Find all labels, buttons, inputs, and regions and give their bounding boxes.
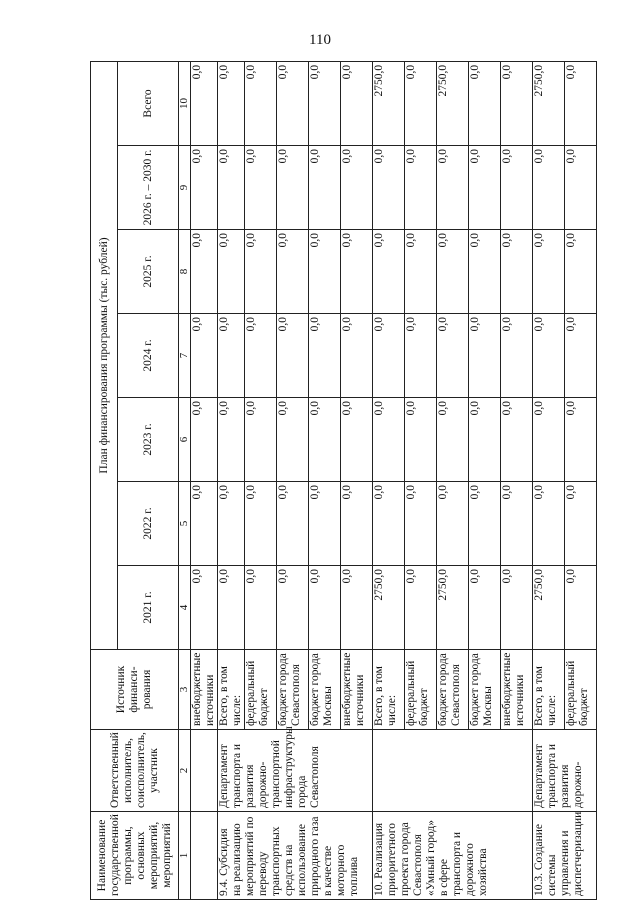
table-row bbox=[533, 61, 565, 899]
source-cell: федеральный бюджет bbox=[565, 650, 597, 730]
program-name-cell bbox=[191, 812, 218, 900]
column-index: 1 bbox=[179, 812, 191, 900]
value-cell: 0,0 bbox=[218, 482, 245, 566]
header-year-2021: 2021 г. bbox=[118, 566, 179, 650]
value-cell: 0,0 bbox=[405, 230, 437, 314]
table-row bbox=[218, 61, 245, 899]
page-number: 110 bbox=[309, 32, 331, 48]
value-cell: 0,0 bbox=[309, 146, 341, 230]
value-cell: 0,0 bbox=[309, 230, 341, 314]
column-index: 4 bbox=[179, 566, 191, 650]
value-cell: 0,0 bbox=[565, 398, 597, 482]
header-year-2024: 2024 г. bbox=[118, 314, 179, 398]
value-cell: 0,0 bbox=[405, 398, 437, 482]
value-cell: 0,0 bbox=[341, 230, 373, 314]
value-cell: 0,0 bbox=[469, 146, 501, 230]
source-cell: Всего, в том числе: bbox=[218, 650, 245, 730]
value-cell: 2750,0 bbox=[533, 566, 565, 650]
value-cell: 0,0 bbox=[191, 398, 218, 482]
value-cell: 0,0 bbox=[501, 398, 533, 482]
column-index: 10 bbox=[179, 61, 191, 145]
value-cell: 0,0 bbox=[309, 482, 341, 566]
column-index: 6 bbox=[179, 398, 191, 482]
value-cell: 0,0 bbox=[218, 398, 245, 482]
value-cell: 0,0 bbox=[341, 482, 373, 566]
table-row bbox=[373, 61, 405, 899]
value-cell: 0,0 bbox=[437, 398, 469, 482]
value-cell: 0,0 bbox=[373, 314, 405, 398]
source-cell: федеральный бюджет bbox=[245, 650, 277, 730]
executor-cell: Департамент транспорта и развития дорожно-транспортной инфраструктуры города Севастополя bbox=[218, 730, 373, 812]
table-row bbox=[191, 61, 218, 899]
value-cell: 0,0 bbox=[277, 482, 309, 566]
value-cell: 0,0 bbox=[277, 61, 309, 145]
value-cell: 0,0 bbox=[191, 61, 218, 145]
column-index: 3 bbox=[179, 650, 191, 730]
value-cell: 0,0 bbox=[218, 230, 245, 314]
program-name-cell: 9.4. Субсидия на реализацию мероприятий по переводу транспортных средств на использование природного газа в качестве моторного топлива bbox=[218, 812, 373, 900]
value-cell: 0,0 bbox=[469, 482, 501, 566]
header-total: Всего bbox=[118, 61, 179, 145]
value-cell: 0,0 bbox=[218, 314, 245, 398]
value-cell: 0,0 bbox=[373, 146, 405, 230]
value-cell: 0,0 bbox=[437, 146, 469, 230]
value-cell: 0,0 bbox=[501, 230, 533, 314]
value-cell: 0,0 bbox=[373, 398, 405, 482]
value-cell: 0,0 bbox=[565, 146, 597, 230]
value-cell: 0,0 bbox=[191, 566, 218, 650]
value-cell: 0,0 bbox=[245, 61, 277, 145]
value-cell: 0,0 bbox=[437, 230, 469, 314]
value-cell: 0,0 bbox=[469, 566, 501, 650]
header-year-2025: 2025 г. bbox=[118, 230, 179, 314]
source-cell: бюджет города Севастополя bbox=[277, 650, 309, 730]
value-cell: 0,0 bbox=[565, 482, 597, 566]
value-cell: 0,0 bbox=[245, 566, 277, 650]
value-cell: 0,0 bbox=[565, 61, 597, 145]
value-cell: 0,0 bbox=[277, 398, 309, 482]
source-cell: бюджет города Москвы bbox=[469, 650, 501, 730]
value-cell: 0,0 bbox=[309, 314, 341, 398]
value-cell: 0,0 bbox=[405, 566, 437, 650]
header-year-2022: 2022 г. bbox=[118, 482, 179, 566]
value-cell: 0,0 bbox=[565, 230, 597, 314]
source-cell: федеральный бюджет bbox=[405, 650, 437, 730]
value-cell: 0,0 bbox=[565, 314, 597, 398]
value-cell: 0,0 bbox=[533, 314, 565, 398]
value-cell: 0,0 bbox=[469, 398, 501, 482]
source-cell: бюджет города Москвы bbox=[309, 650, 341, 730]
executor-cell bbox=[191, 730, 218, 812]
value-cell: 0,0 bbox=[277, 566, 309, 650]
value-cell: 0,0 bbox=[501, 482, 533, 566]
header-year-2026-2030: 2026 г. – 2030 г. bbox=[118, 146, 179, 230]
column-index: 7 bbox=[179, 314, 191, 398]
executor-cell bbox=[373, 730, 533, 812]
source-cell: внебюджетные источники bbox=[501, 650, 533, 730]
value-cell: 0,0 bbox=[341, 314, 373, 398]
value-cell: 0,0 bbox=[309, 61, 341, 145]
value-cell: 0,0 bbox=[533, 230, 565, 314]
value-cell: 0,0 bbox=[469, 314, 501, 398]
value-cell: 0,0 bbox=[373, 482, 405, 566]
value-cell: 0,0 bbox=[341, 398, 373, 482]
value-cell: 0,0 bbox=[437, 314, 469, 398]
source-cell: Всего, в том числе: bbox=[373, 650, 405, 730]
source-cell: внебюджетные источники bbox=[341, 650, 373, 730]
source-cell: внебюджетные источники bbox=[191, 650, 218, 730]
value-cell: 0,0 bbox=[245, 146, 277, 230]
value-cell: 2750,0 bbox=[437, 61, 469, 145]
executor-cell: Департамент транспорта и развития дорожно- bbox=[533, 730, 597, 812]
value-cell: 0,0 bbox=[309, 566, 341, 650]
value-cell: 0,0 bbox=[501, 314, 533, 398]
value-cell: 0,0 bbox=[245, 398, 277, 482]
column-index: 2 bbox=[179, 730, 191, 812]
value-cell: 0,0 bbox=[533, 146, 565, 230]
value-cell: 0,0 bbox=[218, 566, 245, 650]
value-cell: 0,0 bbox=[341, 146, 373, 230]
value-cell: 2750,0 bbox=[373, 61, 405, 145]
rotated-sheet bbox=[90, 62, 590, 900]
value-cell: 0,0 bbox=[245, 230, 277, 314]
value-cell: 0,0 bbox=[405, 61, 437, 145]
value-cell: 0,0 bbox=[277, 146, 309, 230]
value-cell: 0,0 bbox=[437, 482, 469, 566]
value-cell: 0,0 bbox=[341, 566, 373, 650]
value-cell: 0,0 bbox=[191, 314, 218, 398]
value-cell: 0,0 bbox=[218, 61, 245, 145]
value-cell: 0,0 bbox=[501, 61, 533, 145]
header-plan: План финансирования программы (тыс. рублей) bbox=[91, 61, 118, 649]
column-index-row bbox=[179, 61, 191, 899]
value-cell: 0,0 bbox=[533, 398, 565, 482]
value-cell: 0,0 bbox=[533, 482, 565, 566]
value-cell: 0,0 bbox=[565, 566, 597, 650]
value-cell: 2750,0 bbox=[437, 566, 469, 650]
value-cell: 0,0 bbox=[277, 230, 309, 314]
rotated-table-wrapper bbox=[90, 62, 590, 900]
value-cell: 0,0 bbox=[501, 566, 533, 650]
column-index: 5 bbox=[179, 482, 191, 566]
value-cell: 0,0 bbox=[373, 230, 405, 314]
value-cell: 0,0 bbox=[245, 314, 277, 398]
value-cell: 0,0 bbox=[218, 146, 245, 230]
header-program-name: Наименование государственной программы, основных мероприятий, мероприятий bbox=[91, 812, 179, 900]
header-executor: Ответственный исполнитель, соисполнитель, участник bbox=[91, 730, 179, 812]
column-index: 9 bbox=[179, 146, 191, 230]
value-cell: 0,0 bbox=[191, 230, 218, 314]
source-cell: Всего, в том числе: bbox=[533, 650, 565, 730]
value-cell: 0,0 bbox=[191, 482, 218, 566]
header-source: Источник финанси-рования bbox=[91, 650, 179, 730]
value-cell: 2750,0 bbox=[373, 566, 405, 650]
header-year-2023: 2023 г. bbox=[118, 398, 179, 482]
value-cell: 0,0 bbox=[405, 482, 437, 566]
value-cell: 0,0 bbox=[501, 146, 533, 230]
value-cell: 0,0 bbox=[405, 314, 437, 398]
value-cell: 0,0 bbox=[309, 398, 341, 482]
financing-table bbox=[90, 61, 597, 900]
value-cell: 0,0 bbox=[245, 482, 277, 566]
value-cell: 0,0 bbox=[469, 230, 501, 314]
column-index: 8 bbox=[179, 230, 191, 314]
value-cell: 0,0 bbox=[277, 314, 309, 398]
value-cell: 0,0 bbox=[191, 146, 218, 230]
value-cell: 2750,0 bbox=[533, 61, 565, 145]
value-cell: 0,0 bbox=[341, 61, 373, 145]
source-cell: бюджет города Севастополя bbox=[437, 650, 469, 730]
value-cell: 0,0 bbox=[469, 61, 501, 145]
program-name-cell: 10.3. Создание системы управления и диспетчеризации bbox=[533, 812, 597, 900]
value-cell: 0,0 bbox=[405, 146, 437, 230]
program-name-cell: 10. Реализация приоритетного проекта города Севастополя «Умный город» в сфере транспорта и дорожного хозяйства bbox=[373, 812, 533, 900]
